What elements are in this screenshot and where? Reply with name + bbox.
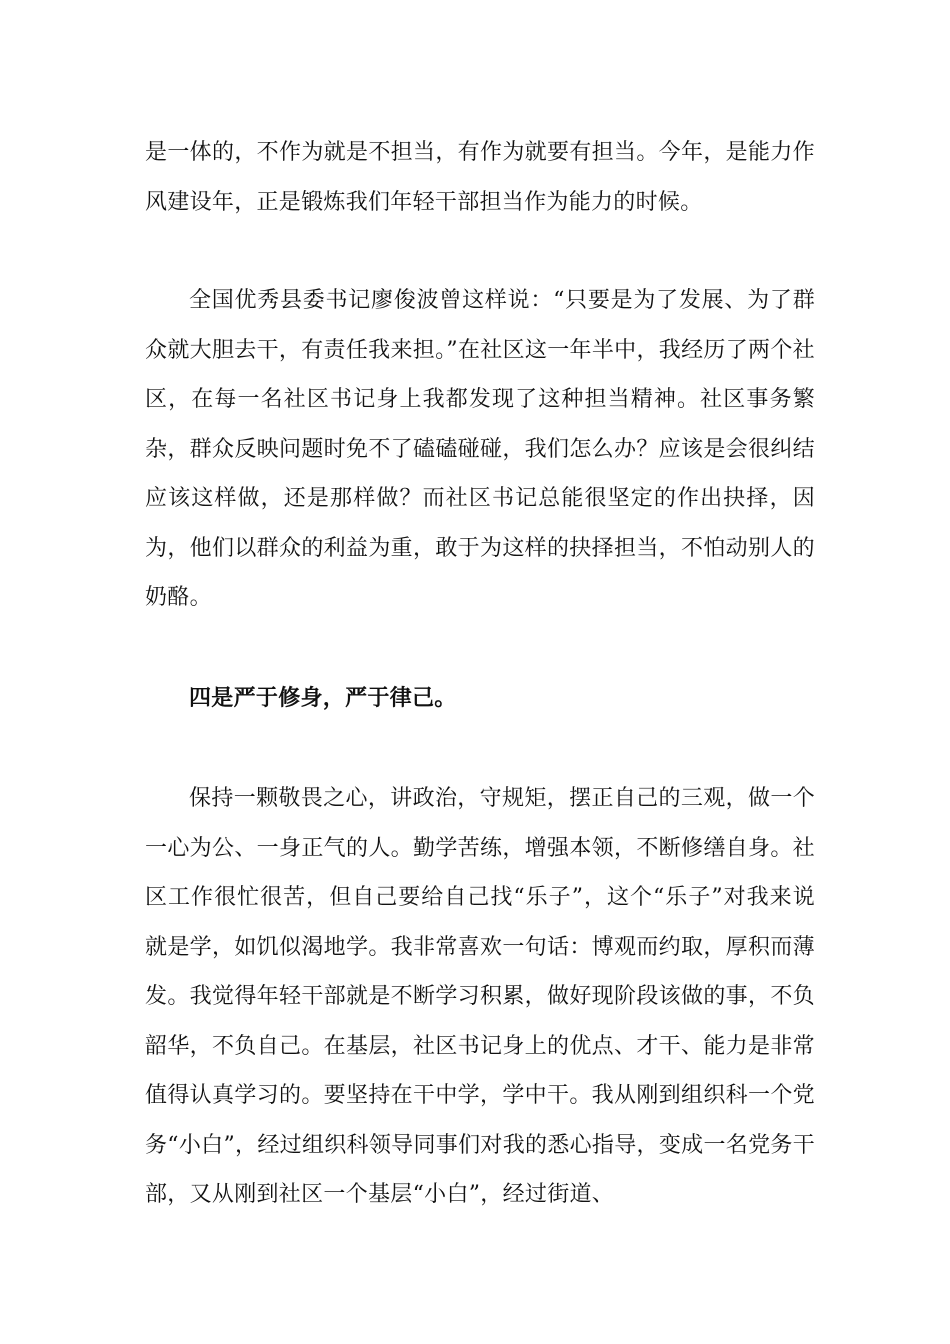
section-heading-four: 四是严于修身，严于律己。: [189, 685, 457, 711]
paragraph-continued: 是一体的，不作为就是不担当，有作为就要有担当。今年，是能力作风建设年，正是锻炼我们年轻干部担当作为能力的时候。: [145, 140, 815, 215]
paragraph-responsibility: 全国优秀县委书记廖俊波曾这样说：“只要是为了发展、为了群众就大胆去干，有责任我来担。”在社区这一年半中，我经历了两个社区，在每一名社区书记身上我都发现了这种担当精神。社区事务繁杂，群众反映问题时免不了磕磕碰碰，我们怎么办？应该是会很纠结应该这样做，还是那样做？而社区书记总能很坚定的作出抉择，因为，他们以群众的利益为重，敢于为这样的抉择担当，不怕动别人的奶酪。: [145, 288, 815, 610]
paragraph-self-discipline: 保持一颗敬畏之心，讲政治，守规矩，摆正自己的三观，做一个一心为公、一身正气的人。勤学苦练，增强本领，不断修缮自身。社区工作很忙很苦，但自己要给自己找“乐子”，这个“乐子”对我来说就是学，如饥似渴地学。我非常喜欢一句话：博观而约取，厚积而薄发。我觉得年轻干部就是不断学习积累，做好现阶段该做的事，不负韶华，不负自己。在基层，社区书记身上的优点、才干、能力是非常值得认真学习的。要坚持在干中学，学中干。我从刚到组织科一个党务“小白”，经过组织科领导同事们对我的悉心指导，变成一名党务干部，又从刚到社区一个基层“小白”，经过街道、: [145, 786, 815, 1207]
